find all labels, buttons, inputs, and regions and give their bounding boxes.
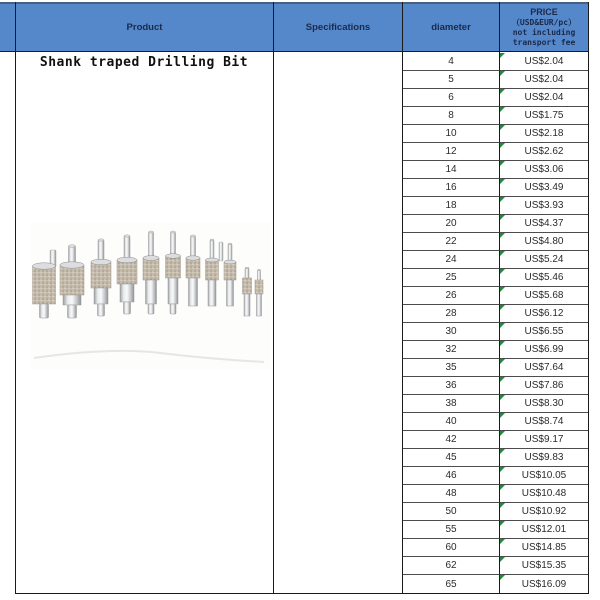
header-price-line2: （USD&EUR/pc） xyxy=(511,18,577,28)
diameter-cell[interactable]: 45 xyxy=(403,449,499,467)
cell-error-indicator-icon xyxy=(500,287,505,292)
diameter-cell[interactable]: 42 xyxy=(403,431,499,449)
price-cell[interactable] xyxy=(499,395,588,413)
diameter-cell[interactable]: 60 xyxy=(403,539,499,557)
diameter-cell[interactable]: 14 xyxy=(403,161,499,179)
price-value: US$6.99 xyxy=(524,344,564,355)
price-cell[interactable] xyxy=(499,143,588,161)
price-cell[interactable] xyxy=(499,269,588,287)
cell-error-indicator-icon xyxy=(500,575,505,580)
header-cell-diameter[interactable] xyxy=(402,4,499,51)
cell-error-indicator-icon xyxy=(500,71,505,76)
price-value: US$12.01 xyxy=(521,524,567,535)
price-cell[interactable] xyxy=(499,449,588,467)
cell-error-indicator-icon xyxy=(500,179,505,184)
price-cell[interactable] xyxy=(499,305,588,323)
cell-error-indicator-icon xyxy=(500,215,505,220)
cell-error-indicator-icon xyxy=(500,251,505,256)
price-value: US$2.04 xyxy=(524,56,564,67)
cell-error-indicator-icon xyxy=(500,503,505,508)
diameter-cell[interactable]: 40 xyxy=(403,413,499,431)
cell-error-indicator-icon xyxy=(500,53,505,58)
diameter-cell[interactable]: 24 xyxy=(403,251,499,269)
price-value: US$5.46 xyxy=(524,272,564,283)
price-cell[interactable] xyxy=(499,251,588,269)
price-cell[interactable] xyxy=(499,179,588,197)
price-cell[interactable] xyxy=(499,287,588,305)
header-price-line1: PRICE xyxy=(530,6,558,17)
cell-error-indicator-icon xyxy=(500,305,505,310)
header-cell-specifications[interactable] xyxy=(273,4,402,51)
cell-error-indicator-icon xyxy=(500,395,505,400)
diameter-cell[interactable]: 65 xyxy=(403,575,499,593)
cell-error-indicator-icon xyxy=(500,143,505,148)
cell-error-indicator-icon xyxy=(500,89,505,94)
price-value: US$6.12 xyxy=(524,308,564,319)
price-cell[interactable] xyxy=(499,413,588,431)
diameter-cell[interactable]: 16 xyxy=(403,179,499,197)
cell-error-indicator-icon xyxy=(500,377,505,382)
header-price-line3: not including xyxy=(512,28,576,38)
price-value: US$10.05 xyxy=(521,470,567,481)
price-cell[interactable] xyxy=(499,107,588,125)
price-cell[interactable] xyxy=(499,377,588,395)
price-value: US$7.64 xyxy=(524,362,564,373)
header-product-label: Product xyxy=(126,22,163,33)
price-cell[interactable] xyxy=(499,233,588,251)
price-cell[interactable] xyxy=(499,215,588,233)
diameter-cell[interactable]: 46 xyxy=(403,467,499,485)
product-photo xyxy=(30,222,270,370)
cell-error-indicator-icon xyxy=(500,359,505,364)
cell-error-indicator-icon xyxy=(500,449,505,454)
cell-error-indicator-icon xyxy=(500,413,505,418)
price-value: US$3.93 xyxy=(524,200,564,211)
diameter-cell[interactable]: 10 xyxy=(403,125,499,143)
price-value: US$10.92 xyxy=(521,506,567,517)
price-value: US$9.83 xyxy=(524,452,564,463)
diameter-cell[interactable]: 35 xyxy=(403,359,499,377)
grid-vline-product xyxy=(273,2,274,594)
price-value: US$2.62 xyxy=(524,146,564,157)
cell-error-indicator-icon xyxy=(500,557,505,562)
diameter-cell[interactable]: 62 xyxy=(403,557,499,575)
grid-vline-left xyxy=(15,2,16,594)
diameter-cell[interactable]: 25 xyxy=(403,269,499,287)
diameter-cell[interactable]: 8 xyxy=(403,107,499,125)
cell-error-indicator-icon xyxy=(500,539,505,544)
diameter-cell[interactable]: 18 xyxy=(403,197,499,215)
price-value: US$14.85 xyxy=(521,542,567,553)
price-value: US$15.35 xyxy=(521,560,567,571)
price-cell[interactable] xyxy=(499,323,588,341)
diameter-cell[interactable]: 22 xyxy=(403,233,499,251)
price-cell[interactable] xyxy=(499,521,588,539)
price-value: US$4.80 xyxy=(524,236,564,247)
price-cell[interactable] xyxy=(499,53,588,71)
price-value: US$8.74 xyxy=(524,416,564,427)
diameter-cell[interactable]: 20 xyxy=(403,215,499,233)
header-cell-product[interactable] xyxy=(15,4,273,51)
cell-error-indicator-icon xyxy=(500,269,505,274)
cell-error-indicator-icon xyxy=(500,125,505,130)
price-cell[interactable] xyxy=(499,539,588,557)
price-cell[interactable] xyxy=(499,197,588,215)
price-value: US$16.09 xyxy=(521,578,567,590)
price-value: US$1.75 xyxy=(524,110,564,121)
price-value: US$2.04 xyxy=(524,92,564,103)
diameter-cell[interactable]: 32 xyxy=(403,341,499,359)
price-cell[interactable] xyxy=(499,359,588,377)
diameter-cell[interactable]: 38 xyxy=(403,395,499,413)
header-diameter-label: diameter xyxy=(431,22,471,33)
price-value: US$5.68 xyxy=(524,290,564,301)
cell-error-indicator-icon xyxy=(500,107,505,112)
cell-error-indicator-icon xyxy=(500,341,505,346)
cell-error-indicator-icon xyxy=(500,521,505,526)
price-value: US$4.37 xyxy=(524,218,564,229)
header-price-line4: transport fee xyxy=(512,38,576,48)
price-value: US$7.86 xyxy=(524,380,564,391)
price-value: US$2.18 xyxy=(524,128,564,139)
diameter-cell[interactable]: 6 xyxy=(403,89,499,107)
diameter-cell[interactable]: 30 xyxy=(403,323,499,341)
diameter-cell[interactable]: 36 xyxy=(403,377,499,395)
price-cell[interactable] xyxy=(499,467,588,485)
price-table-body xyxy=(403,53,588,593)
diameter-cell[interactable]: 5 xyxy=(403,71,499,89)
price-cell[interactable] xyxy=(499,89,588,107)
cell-error-indicator-icon xyxy=(500,161,505,166)
cell-error-indicator-icon xyxy=(500,485,505,490)
cell-error-indicator-icon xyxy=(500,323,505,328)
price-value: US$10.48 xyxy=(521,488,567,499)
grid-bottom-line xyxy=(15,593,588,594)
diameter-cell[interactable]: 48 xyxy=(403,485,499,503)
header-specifications-label: Specifications xyxy=(305,22,371,33)
price-value: US$5.24 xyxy=(524,254,564,265)
price-cell[interactable] xyxy=(499,161,588,179)
price-cell[interactable] xyxy=(499,71,588,89)
price-value: US$9.17 xyxy=(524,434,564,445)
price-value: US$8.30 xyxy=(524,398,564,409)
header-cell-price[interactable] xyxy=(499,4,588,51)
header-left-spacer xyxy=(0,4,15,51)
cell-error-indicator-icon xyxy=(500,467,505,472)
diameter-cell[interactable]: 4 xyxy=(403,53,499,71)
diameter-cell[interactable]: 28 xyxy=(403,305,499,323)
price-cell[interactable] xyxy=(499,341,588,359)
diameter-cell[interactable]: 55 xyxy=(403,521,499,539)
diameter-cell[interactable]: 26 xyxy=(403,287,499,305)
price-value: US$2.04 xyxy=(524,74,564,85)
diameter-cell[interactable]: 50 xyxy=(403,503,499,521)
price-value: US$3.06 xyxy=(524,164,564,175)
price-cell[interactable] xyxy=(499,557,588,575)
price-cell[interactable] xyxy=(499,575,588,593)
price-cell[interactable] xyxy=(499,431,588,449)
price-value: US$6.55 xyxy=(524,326,564,337)
cell-error-indicator-icon xyxy=(500,431,505,436)
cell-error-indicator-icon xyxy=(500,233,505,238)
price-cell[interactable] xyxy=(499,125,588,143)
price-value: US$3.49 xyxy=(524,182,564,193)
diameter-cell[interactable]: 12 xyxy=(403,143,499,161)
product-title-cell[interactable]: Shank traped Drilling Bit xyxy=(39,55,249,70)
cell-error-indicator-icon xyxy=(500,197,505,202)
price-cell[interactable] xyxy=(499,503,588,521)
price-cell[interactable] xyxy=(499,485,588,503)
grid-vline-right xyxy=(588,2,589,594)
